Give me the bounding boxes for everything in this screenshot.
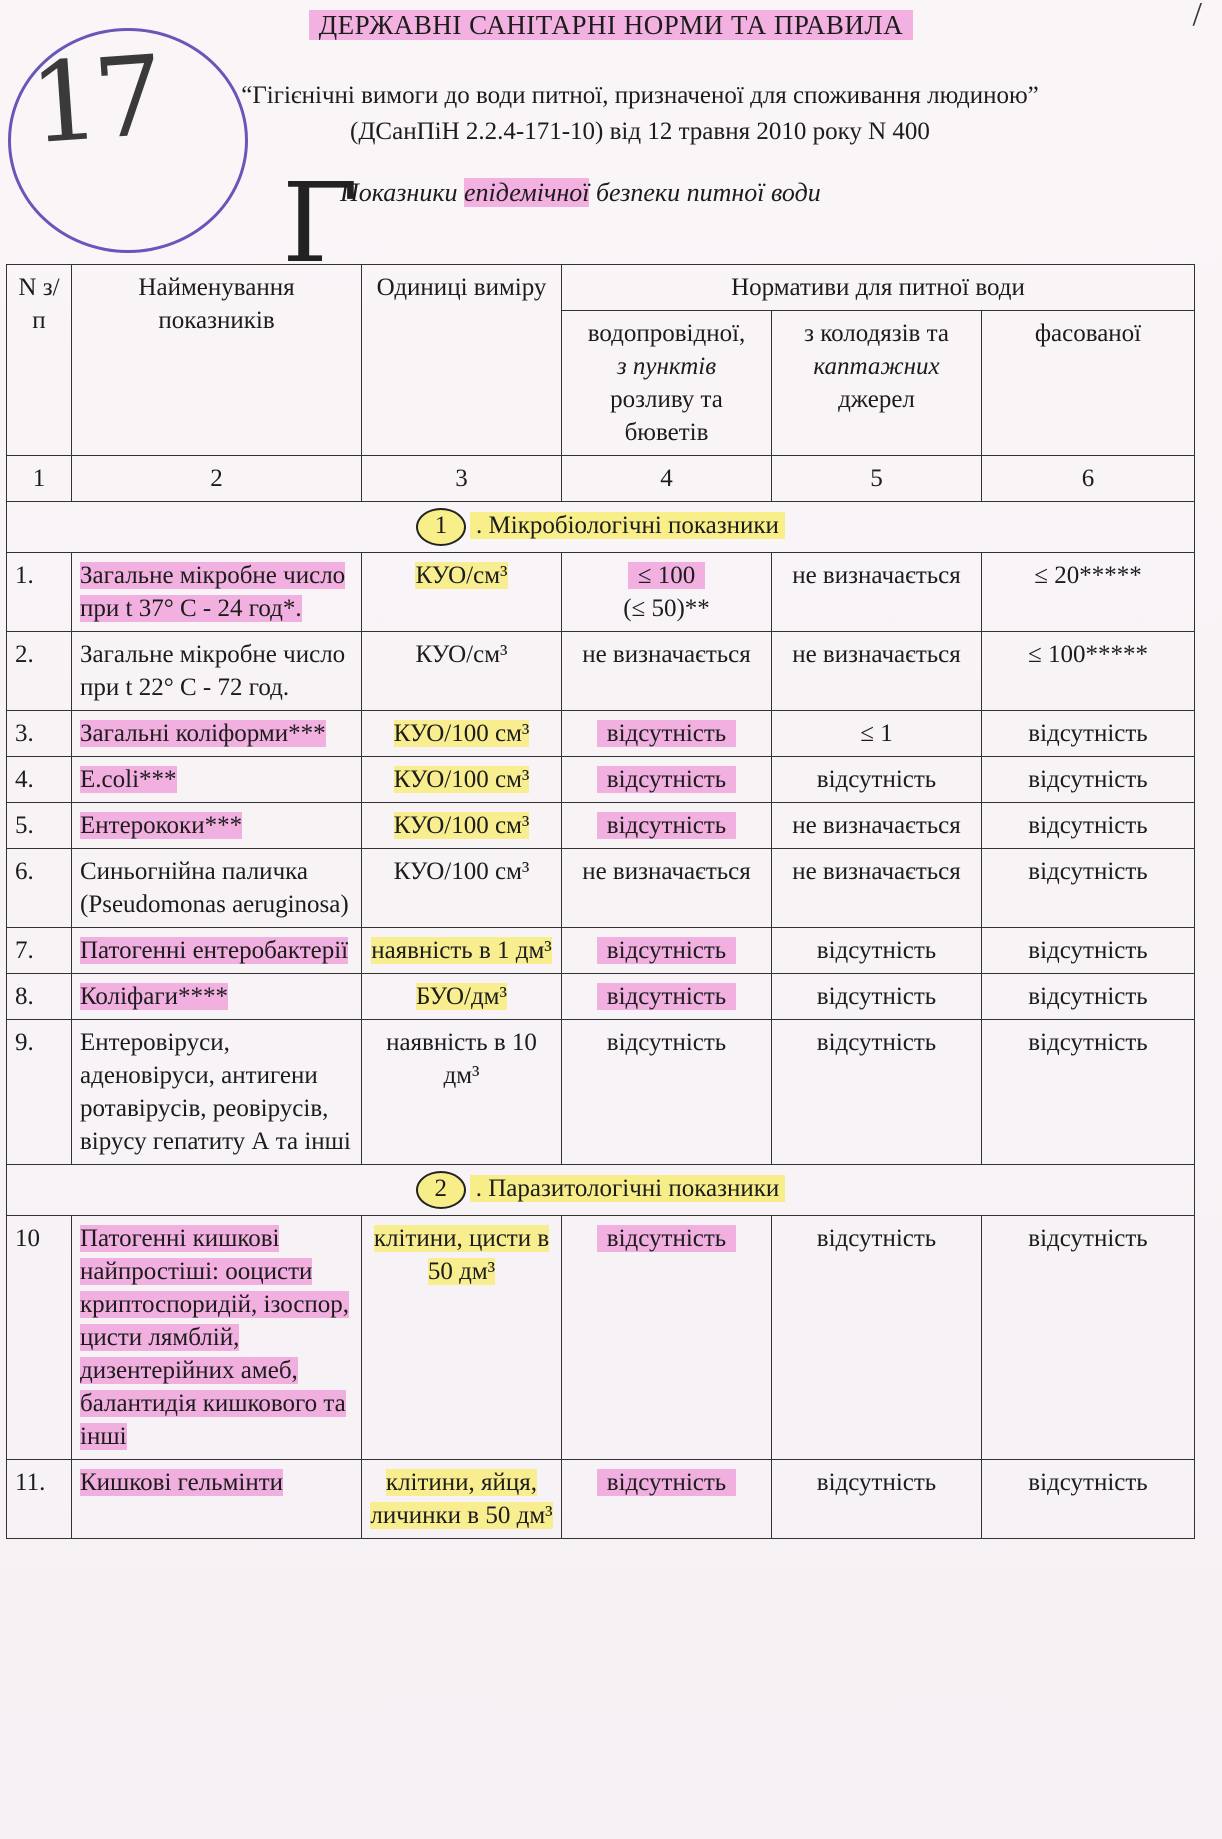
- section-title: . Мікробіологічні показники: [470, 512, 785, 539]
- cell-v4: [562, 711, 772, 757]
- cell-text: КУО/см³: [415, 562, 508, 589]
- cell-n: [7, 1216, 72, 1460]
- cell-name: [72, 803, 362, 849]
- cell-text: КУО/100 см³: [393, 812, 530, 839]
- cell-text: 1.: [15, 562, 34, 589]
- cell-text: наявність в 1 дм³: [371, 937, 552, 964]
- cell-v6: [982, 632, 1195, 711]
- cell-n: [7, 711, 72, 757]
- cell-v5: [772, 928, 982, 974]
- cell-v6: [982, 849, 1195, 928]
- cell-v6: [982, 1020, 1195, 1165]
- cell-v5: [772, 711, 982, 757]
- col-number: 1: [7, 456, 72, 502]
- cell-n: [7, 1020, 72, 1165]
- header-units: Одиниці виміру: [362, 265, 562, 456]
- col-number: 6: [982, 456, 1195, 502]
- cell-unit: [362, 974, 562, 1020]
- section-heading: Показники епідемічної безпеки питної води: [340, 178, 821, 207]
- cell-unit: [362, 1020, 562, 1165]
- cell-text: КУО/100 см³: [393, 720, 530, 747]
- cell-n: [7, 974, 72, 1020]
- cell-v4: [562, 1460, 772, 1539]
- subtitle-line-2: (ДСанПіН 2.2.4-171-10) від 12 травня 2010 року N 400: [350, 118, 930, 145]
- cell-text: БУО/дм³: [416, 983, 507, 1010]
- cell-text: 4.: [15, 766, 34, 793]
- cell-text: відсутність: [1028, 1469, 1148, 1496]
- cell-text: Загальне мікробне число при t 22° С - 72 год.: [80, 641, 346, 701]
- cell-text: 5.: [15, 812, 34, 839]
- header-norms: Нормативи для питної води: [562, 265, 1195, 311]
- cell-text: Коліфаги****: [80, 983, 228, 1010]
- cell-n: [7, 757, 72, 803]
- table-row: [7, 803, 1195, 849]
- cell-name: [72, 553, 362, 632]
- cell-text: не визначається: [792, 812, 961, 839]
- cell-v4: [562, 928, 772, 974]
- cell-v4: [562, 803, 772, 849]
- cell-v4: [562, 1020, 772, 1165]
- cell-text: не визначається: [582, 641, 751, 668]
- header-name: Найменування показників: [72, 265, 362, 456]
- cell-text: Ентерококи***: [80, 812, 243, 839]
- cell-v4: [562, 1216, 772, 1460]
- cell-v4: [562, 757, 772, 803]
- cell-v6: [982, 928, 1195, 974]
- cell-text: клітини, цисти в 50 дм³: [373, 1225, 550, 1285]
- cell-text: не визначається: [792, 858, 961, 885]
- cell-n: [7, 928, 72, 974]
- cell-text: Патогенні ентеробактерії: [80, 937, 349, 964]
- col-number: 2: [72, 456, 362, 502]
- cell-text: Синьогнійна паличка (Pseudomonas aeruginosa): [80, 858, 349, 918]
- cell-name: [72, 849, 362, 928]
- cell-text: відсутність: [606, 1029, 727, 1056]
- cell-n: [7, 1460, 72, 1539]
- cell-text: відсутність: [816, 983, 937, 1010]
- cell-text: відсутність: [597, 812, 736, 839]
- cell-name: [72, 757, 362, 803]
- cell-name: [72, 928, 362, 974]
- cell-name: [72, 974, 362, 1020]
- cell-unit: [362, 757, 562, 803]
- cell-text: відсутність: [597, 937, 736, 964]
- handwritten-check-mark: Γ: [282, 159, 359, 287]
- cell-text: Загальне мікробне число при t 37° С - 24 год*.: [80, 562, 346, 622]
- cell-text: відсутність: [1028, 858, 1148, 885]
- cell-text: КУО/100 см³: [393, 766, 530, 793]
- cell-text: клітини, яйця, личинки в 50 дм³: [370, 1469, 553, 1529]
- norms-table: [6, 264, 1195, 1539]
- cell-text: наявність в 10 дм³: [386, 1029, 537, 1089]
- cell-text: відсутність: [816, 937, 937, 964]
- cell-text: Кишкові гельмінти: [80, 1469, 284, 1496]
- cell-text: відсутність: [1028, 937, 1148, 964]
- col-number: 3: [362, 456, 562, 502]
- cell-text: відсутність: [816, 766, 937, 793]
- cell-n: [7, 632, 72, 711]
- cell-text: відсутність: [597, 1469, 736, 1496]
- cell-text: 7.: [15, 937, 34, 964]
- cell-v6: [982, 974, 1195, 1020]
- cell-text: ≤ 1: [860, 720, 893, 747]
- handwritten-number-mark: 17: [25, 31, 163, 169]
- cell-v4: [562, 974, 772, 1020]
- cell-text: відсутність: [1028, 812, 1148, 839]
- cell-v5: [772, 974, 982, 1020]
- cell-text: відсутність: [597, 983, 736, 1010]
- cell-v5: [772, 632, 982, 711]
- document-title: ДЕРЖАВНІ САНІТАРНІ НОРМИ ТА ПРАВИЛА: [0, 10, 1222, 41]
- cell-v5: [772, 1020, 982, 1165]
- table-row: [7, 928, 1195, 974]
- cell-text: ≤ 100: [628, 562, 705, 589]
- cell-name: [72, 711, 362, 757]
- cell-v5: [772, 803, 982, 849]
- section-row-microbiology: [7, 502, 1195, 553]
- cell-text: відсутність: [816, 1225, 937, 1252]
- cell-text: 3.: [15, 720, 34, 747]
- cell-name: [72, 632, 362, 711]
- cell-text: 11.: [15, 1469, 46, 1496]
- cell-text: відсутність: [1028, 720, 1148, 747]
- cell-v5: [772, 1216, 982, 1460]
- cell-text: 2.: [15, 641, 34, 668]
- cell-unit: [362, 1216, 562, 1460]
- cell-text: відсутність: [1028, 1029, 1148, 1056]
- table-row: [7, 711, 1195, 757]
- cell-v6: [982, 1460, 1195, 1539]
- subtitle-line-1: “Гігієнічні вимоги до води питної, призначеної для споживання людиною”: [241, 82, 1039, 109]
- cell-text: 8.: [15, 983, 34, 1010]
- cell-text: не визначається: [582, 858, 751, 885]
- cell-text: Патогенні кишкові найпростіші: ооцисти криптоспоридій, ізоспор, цисти лямблій, дизентерійних амеб, балантидія кишкового та інші: [80, 1225, 350, 1450]
- table-row: [7, 1020, 1195, 1165]
- cell-unit: [362, 849, 562, 928]
- cell-v5: [772, 553, 982, 632]
- section-number-circle: 2: [416, 1171, 466, 1209]
- table-row: [7, 632, 1195, 711]
- cell-text: відсутність: [597, 766, 736, 793]
- cell-v4: [562, 553, 772, 632]
- cell-text: 10: [15, 1225, 40, 1252]
- table-row: [7, 974, 1195, 1020]
- cell-text: ≤ 100*****: [1028, 641, 1148, 668]
- cell-text: відсутність: [1028, 766, 1148, 793]
- cell-name: [72, 1460, 362, 1539]
- cell-unit: [362, 1460, 562, 1539]
- header-col6: фасованої: [982, 311, 1195, 456]
- document-subtitle: [140, 78, 1140, 150]
- cell-v6: [982, 757, 1195, 803]
- table-row: [7, 757, 1195, 803]
- col-number: 5: [772, 456, 982, 502]
- column-number-row: [7, 456, 1195, 502]
- cell-unit: [362, 632, 562, 711]
- table-row: [7, 1216, 1195, 1460]
- cell-text: відсутність: [597, 1225, 736, 1252]
- cell-text: 9.: [15, 1029, 34, 1056]
- cell-v6: [982, 1216, 1195, 1460]
- table-row: [7, 849, 1195, 928]
- cell-unit: [362, 803, 562, 849]
- cell-v6: [982, 711, 1195, 757]
- cell-text: Ентеровіруси, аденовіруси, антигени ротавірусів, реовірусів, вірусу гепатиту А та інші: [80, 1029, 351, 1155]
- cell-text: відсутність: [816, 1029, 937, 1056]
- cell-v4: [562, 849, 772, 928]
- cell-text: не визначається: [792, 641, 961, 668]
- section-number-circle: 1: [416, 508, 466, 546]
- cell-text: ≤ 20*****: [1034, 562, 1142, 589]
- section-row-parasitology: [7, 1165, 1195, 1216]
- cell-unit: [362, 928, 562, 974]
- cell-text: КУО/100 см³: [393, 858, 530, 885]
- cell-v5: [772, 849, 982, 928]
- cell-unit: [362, 553, 562, 632]
- section-title: . Паразитологічні показники: [470, 1175, 786, 1202]
- cell-text: не визначається: [792, 562, 961, 589]
- cell-text: КУО/см³: [415, 641, 508, 668]
- corner-pen-mark: /: [1192, 0, 1202, 33]
- cell-text: 6.: [15, 858, 34, 885]
- header-num: N з/п: [7, 265, 72, 456]
- cell-v5: [772, 1460, 982, 1539]
- cell-text-secondary: (≤ 50)**: [623, 595, 710, 622]
- table-row: [7, 1460, 1195, 1539]
- cell-text: відсутність: [1028, 983, 1148, 1010]
- cell-v6: [982, 803, 1195, 849]
- cell-text: відсутність: [597, 720, 736, 747]
- col-number: 4: [562, 456, 772, 502]
- header-col5: з колодязів та каптажних джерел: [772, 311, 982, 456]
- cell-n: [7, 849, 72, 928]
- cell-v4: [562, 632, 772, 711]
- cell-name: [72, 1216, 362, 1460]
- cell-text: відсутність: [1028, 1225, 1148, 1252]
- header-col4: водопровідної, з пунктів розливу та бюветів: [562, 311, 772, 456]
- cell-n: [7, 553, 72, 632]
- cell-text: Загальні коліформи***: [80, 720, 326, 747]
- cell-unit: [362, 711, 562, 757]
- cell-v5: [772, 757, 982, 803]
- table-header-row: [7, 265, 1195, 311]
- table-row: [7, 553, 1195, 632]
- cell-v6: [982, 553, 1195, 632]
- cell-text: відсутність: [816, 1469, 937, 1496]
- cell-name: [72, 1020, 362, 1165]
- cell-text: E.coli***: [80, 766, 177, 793]
- cell-n: [7, 803, 72, 849]
